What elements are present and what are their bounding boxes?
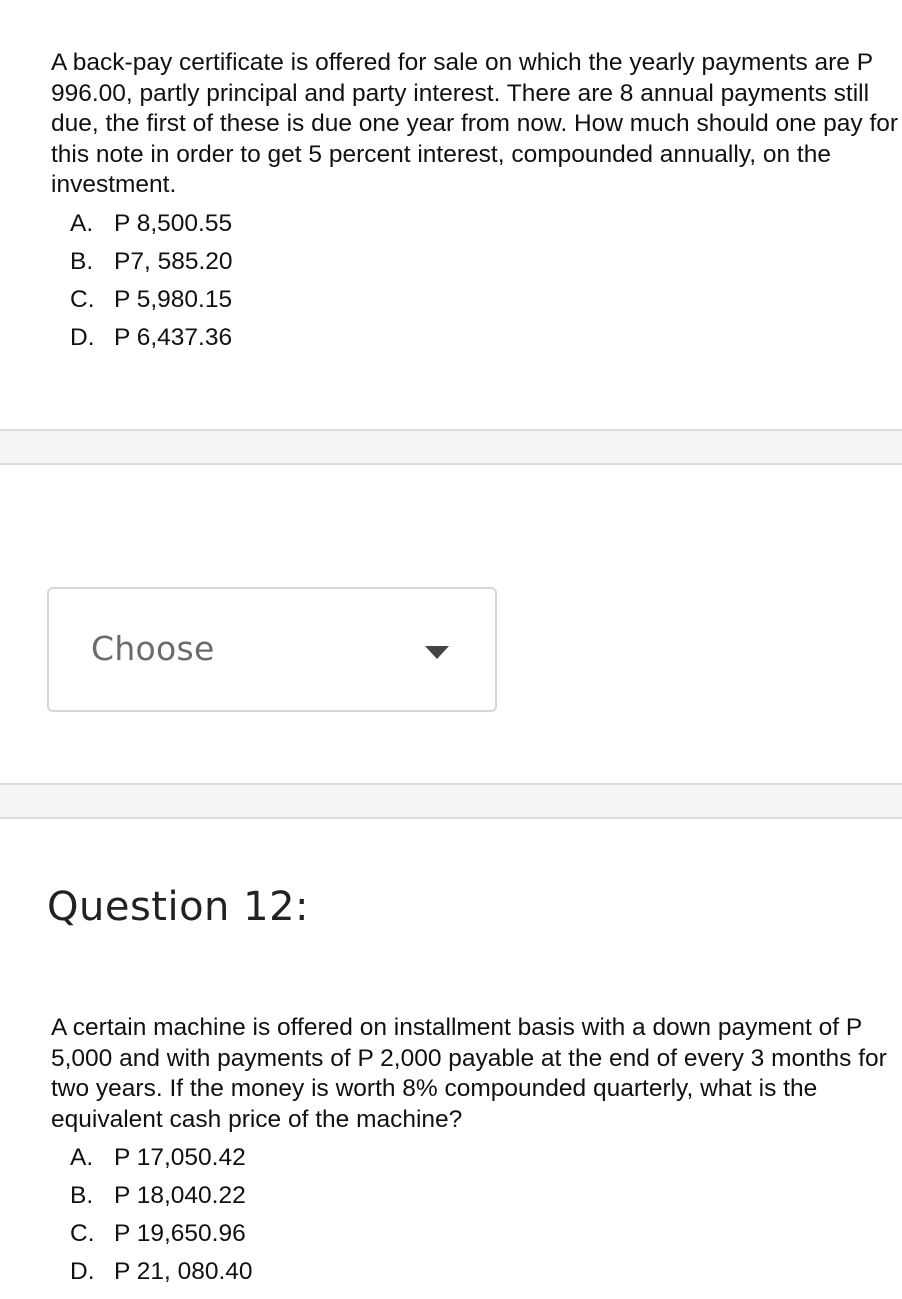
section-divider xyxy=(0,783,902,819)
option-letter: B. xyxy=(70,247,94,275)
option-letter: B. xyxy=(70,1182,94,1209)
option-text: P 8,500.55 xyxy=(114,209,233,237)
option-c xyxy=(70,1215,902,1253)
answer-select-value: Choose xyxy=(91,629,215,668)
question-12-heading: Question 12: xyxy=(47,884,309,930)
option-text: P 21, 080.40 xyxy=(114,1258,253,1285)
option-text: P7, 585.20 xyxy=(114,247,233,275)
option-letter: A. xyxy=(70,1144,94,1171)
option-letter: C. xyxy=(70,1220,95,1247)
option-text: P 18,040.22 xyxy=(114,1182,246,1209)
answer-select[interactable] xyxy=(47,587,497,712)
question-12-block xyxy=(51,1013,902,1291)
option-letter: C. xyxy=(70,285,95,313)
question-12-text: A certain machine is offered on installment basis with a down payment of P 5,000 and with payments of P 2,000 payable at the end of every 3 months for two years. If the money is worth 8% compounded quarterly, what is the equivalent cash price of the machine? xyxy=(51,1014,887,1133)
option-letter: D. xyxy=(70,323,95,351)
option-text: P 6,437.36 xyxy=(114,323,233,351)
question-11-text: A back-pay certificate is offered for sale on which the yearly payments are P 996.00, partly principal and party interest. There are 8 annual payments still due, the first of these is due one year from now. How much should one pay for this note in order to get 5 percent interest, compounded annually, on the investment. xyxy=(51,49,899,198)
question-11-block xyxy=(51,48,902,357)
option-letter: A. xyxy=(70,209,94,237)
option-text: P 19,650.96 xyxy=(114,1220,246,1247)
question-11-options xyxy=(51,205,902,357)
option-text: P 5,980.15 xyxy=(114,285,233,313)
option-a xyxy=(70,1139,902,1177)
option-b xyxy=(70,1177,902,1215)
option-a xyxy=(70,205,902,243)
section-divider xyxy=(0,429,902,465)
chevron-down-icon xyxy=(425,646,449,659)
question-12-options xyxy=(51,1139,902,1291)
option-text: P 17,050.42 xyxy=(114,1144,246,1171)
option-d xyxy=(70,319,902,357)
option-letter: D. xyxy=(70,1258,95,1285)
option-c xyxy=(70,281,902,319)
option-b xyxy=(70,243,902,281)
option-d xyxy=(70,1253,902,1291)
